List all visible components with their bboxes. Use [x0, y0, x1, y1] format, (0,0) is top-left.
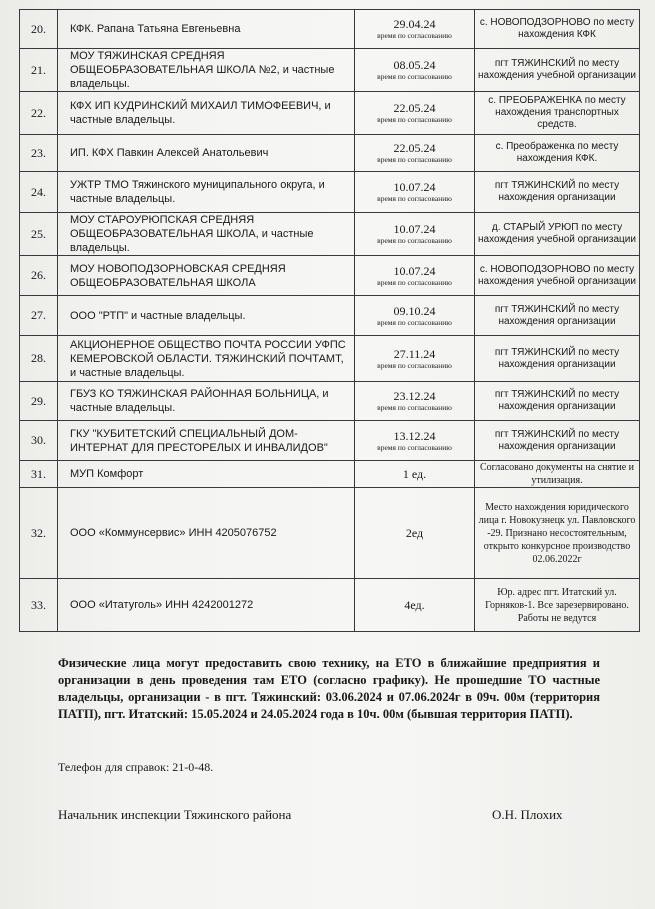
date-note: время по согласованию: [377, 442, 452, 452]
location: Место нахождения юридического лица г. Новокузнецк ул. Павловского -29. Признано несостоятельным, открыто конкурсное производство 02.06.2022г: [475, 488, 640, 579]
row-number: 30.: [20, 421, 58, 461]
date: 27.11.24: [393, 346, 436, 361]
date: 22.05.24: [393, 141, 436, 155]
location: пгт ТЯЖИНСКИЙ по месту нахождения организации: [475, 296, 640, 336]
table-row: [20, 382, 640, 421]
location: д. СТАРЫЙ УРЮП по месту нахождения учебной организации: [475, 213, 640, 256]
row-number: 25.: [20, 213, 58, 256]
organization-name: МОУ НОВОПОДЗОРНОВСКАЯ СРЕДНЯЯ ОБЩЕОБРАЗОВАТЕЛЬНАЯ ШКОЛА: [58, 256, 355, 296]
quantity: 4ед.: [355, 579, 475, 632]
date: 10.07.24: [393, 263, 436, 278]
table-row: [20, 461, 640, 488]
organization-name: МОУ СТАРОУРЮПСКАЯ СРЕДНЯЯ ОБЩЕОБРАЗОВАТЕЛЬНАЯ ШКОЛА, и частные владельцы.: [58, 213, 355, 256]
organization-name: ООО "РТП" и частные владельцы.: [58, 296, 355, 336]
date-note: время по согласованию: [377, 194, 452, 203]
date-note: время по согласованию: [377, 277, 452, 287]
date-cell: [355, 49, 475, 92]
organization-name: ООО «Итатуголь» ИНН 4242001272: [58, 579, 355, 632]
row-number: 23.: [20, 135, 58, 172]
date: 10.07.24: [393, 180, 436, 194]
organization-name: ООО «Коммунсервис» ИНН 4205076752: [58, 488, 355, 579]
organization-name: УЖТР ТМО Тяжинского муниципального округа, и частные владельцы.: [58, 172, 355, 213]
row-number: 27.: [20, 296, 58, 336]
organization-name: ГБУЗ КО ТЯЖИНСКАЯ РАЙОННАЯ БОЛЬНИЦА, и частные владельцы.: [58, 382, 355, 421]
row-number: 22.: [20, 92, 58, 135]
date-cell: [355, 213, 475, 256]
date-cell: [355, 135, 475, 172]
row-number: 20.: [20, 10, 58, 49]
signature-title: Начальник инспекции Тяжинского района: [58, 807, 292, 822]
table-row: [20, 135, 640, 172]
date-note: время по согласованию: [377, 403, 452, 412]
date-cell: [355, 10, 475, 49]
table-row: [20, 256, 640, 296]
organization-name: МУП Комфорт: [58, 461, 355, 488]
schedule-table: [19, 9, 640, 632]
row-number: 33.: [20, 579, 58, 632]
date-note: время по согласованию: [377, 236, 452, 245]
date-cell: [355, 172, 475, 213]
row-number: 32.: [20, 488, 58, 579]
table-row: [20, 92, 640, 135]
row-number: 26.: [20, 256, 58, 296]
organization-name: ИП. КФХ Павкин Алексей Анатольевич: [58, 135, 355, 172]
date-cell: [355, 336, 475, 382]
footer-note: Физические лица могут предоставить свою технику, на ЕТО в ближайшие предприятия и организации в день проведения там ЕТО (согласно графику). Не прошедшие ТО частные владельцы, организации - в пгт. Тяжинский: 03.06.2024 и 07.06.2024г в 09ч. 00м (территория ПАТП), пгт. Итатский: 15.05.2024 и 24.05.2024 года в 10ч. 00м (бывшая территория ПАТП).: [58, 656, 600, 721]
table-row: [20, 296, 640, 336]
table-row: [20, 10, 640, 49]
date-cell: [355, 421, 475, 461]
date: 29.04.24: [393, 17, 436, 31]
date: 22.05.24: [393, 101, 436, 115]
table-row: [20, 172, 640, 213]
quantity: 1 ед.: [355, 461, 475, 488]
quantity: 2ед: [355, 488, 475, 579]
date-note: время по согласованию: [377, 155, 452, 164]
location: с. Преображенка по месту нахождения КФК.: [475, 135, 640, 172]
location: Согласовано документы на снятие и утилизация.: [475, 461, 640, 488]
table-row: [20, 336, 640, 382]
organization-name: МОУ ТЯЖИНСКАЯ СРЕДНЯЯ ОБЩЕОБРАЗОВАТЕЛЬНАЯ ШКОЛА №2, и частные владельцы.: [58, 49, 355, 92]
location: Юр. адрес пгт. Итатский ул. Горняков-1. Все зарезервировано. Работы не ведутся: [475, 579, 640, 632]
table-row: [20, 421, 640, 461]
signature-name: О.Н. Плохих: [492, 807, 563, 822]
location: пгт ТЯЖИНСКИЙ по месту нахождения организации: [475, 172, 640, 213]
date: 23.12.24: [393, 389, 436, 403]
organization-name: КФК. Рапана Татьяна Евгеньевна: [58, 10, 355, 49]
location: с. НОВОПОДЗОРНОВО по месту нахождения КФК: [475, 10, 640, 49]
row-number: 24.: [20, 172, 58, 213]
location: пгт ТЯЖИНСКИЙ по месту нахождения организации: [475, 336, 640, 382]
date-note: время по согласованию: [377, 72, 452, 81]
row-number: 21.: [20, 49, 58, 92]
date: 10.07.24: [393, 222, 436, 236]
location: пгт ТЯЖИНСКИЙ по месту нахождения организации: [475, 382, 640, 421]
row-number: 28.: [20, 336, 58, 382]
phone-line: Телефон для справок: 21-0-48.: [58, 760, 214, 774]
date-note: время по согласованию: [377, 115, 452, 124]
date-note: время по согласованию: [377, 360, 452, 370]
table-row: [20, 213, 640, 256]
location: пгт ТЯЖИНСКИЙ по месту нахождения учебной организации: [475, 49, 640, 92]
date: 09.10.24: [393, 303, 436, 318]
location: с. ПРЕОБРАЖЕНКА по месту нахождения транспортных средств.: [475, 92, 640, 135]
date-cell: [355, 92, 475, 135]
location: пгт ТЯЖИНСКИЙ по месту нахождения организации: [475, 421, 640, 461]
organization-name: АКЦИОНЕРНОЕ ОБЩЕСТВО ПОЧТА РОССИИ УФПС КЕМЕРОВСКОЙ ОБЛАСТИ. ТЯЖИНСКИЙ ПОЧТАМТ, и частные владельцы.: [58, 336, 355, 382]
row-number: 31.: [20, 461, 58, 488]
date-note: время по согласованию: [377, 31, 452, 40]
location: с. НОВОПОДЗОРНОВО по месту нахождения учебной организации: [475, 256, 640, 296]
date: 08.05.24: [393, 58, 436, 72]
organization-name: КФХ ИП КУДРИНСКИЙ МИХАИЛ ТИМОФЕЕВИЧ, и частные владельцы.: [58, 92, 355, 135]
date-note: время по согласованию: [377, 317, 452, 327]
date: 13.12.24: [393, 428, 436, 443]
table-row: [20, 488, 640, 579]
table-row: [20, 579, 640, 632]
date-cell: [355, 256, 475, 296]
row-number: 29.: [20, 382, 58, 421]
table-row: [20, 49, 640, 92]
organization-name: ГКУ "КУБИТЕТСКИЙ СПЕЦИАЛЬНЫЙ ДОМ-ИНТЕРНАТ ДЛЯ ПРЕСТОРЕЛЫХ И ИНВАЛИДОВ": [58, 421, 355, 461]
date-cell: [355, 382, 475, 421]
date-cell: [355, 296, 475, 336]
